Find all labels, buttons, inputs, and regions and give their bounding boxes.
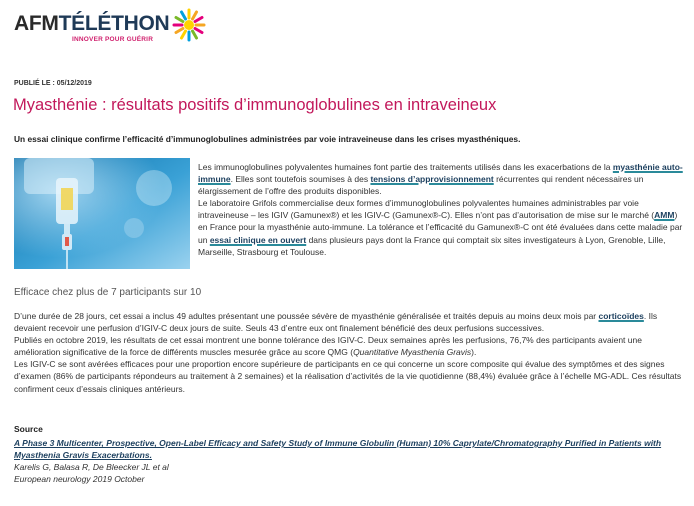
intro-p2-text-b: ) en France pour la myasthénie auto-immune. La tolérance et l’efficacité du Gamunex®-C ont été évaluées dans cette maladie par un [198, 210, 683, 245]
intro-p2-text-a: Le laboratoire Grifols commercialise deux formes d’immunoglobulines polyvalentes humaines administrables par voie intraveineuse – les IGIV (Gamunex®) et les IGIV-C (Gamunex®-C). Elles n’ont pas d’autorisation de mise sur le marché ( [198, 198, 655, 221]
link-tensions-approvisionnement[interactable]: tensions d’approvisionnement [370, 174, 494, 185]
intro-paragraph-1 [198, 161, 683, 197]
logo-tagline: INNOVER POUR GUÉRIR [72, 36, 154, 43]
intro-p1-text-b: . Elles sont toutefois soumises à des [230, 174, 371, 185]
body-p2-text-b: ). [471, 347, 477, 358]
source-label: Source [14, 424, 43, 434]
logo-brand-afm: AFM [14, 12, 59, 35]
sun-ray [176, 29, 183, 33]
intro-p2-text-c: dans plusieurs pays dont la France qui comptait six sites investigateurs à Lyon, Grenoble, Lille, Marseille, Strasbourg et Toulouse. [198, 234, 666, 257]
article-body [14, 310, 684, 395]
sun-ray [193, 12, 197, 19]
link-corticoides[interactable]: corticoïdes [598, 311, 644, 321]
sun-ray [195, 18, 202, 22]
body-paragraph-3: Les IGIV-C se sont avérées efficaces pour une proportion encore supérieure de participants en ce qui concerne un score composite qui évalue des symptômes et des signes d’examen (86% de participants répondeurs au traitement à 2 semaines) et la réalisation d’activités de la vie quotidienne (88,4%) évaluée grâce à l’échelle MG-ADL. Ces résultats confirment ceux d’essais cliniques antérieurs. [14, 359, 682, 394]
sun-ray [195, 29, 202, 33]
body-p2-text-a: Publiés en octobre 2019, les résultats de cet essai montrent une bonne tolérance des IGIV-C. Deux semaines après les perfusions, 76,7% des participants avaient une amélioration significative de la force de différents muscles mesurée grâce au score QMG ( [14, 335, 642, 358]
body-p1-text-b: . Ils devaient recevoir une perfusion d’IGIV-C deux jours de suite. Seuls 43 d’entre eux ont finalement bénéficié des deux perfusions successives. [14, 311, 658, 334]
sun-icon [172, 8, 206, 42]
source-authors: Karelis G, Balasa R, De Bleecker JL et al [14, 462, 169, 472]
article-lead: Un essai clinique confirme l’efficacité d’immunoglobulines administrées par voie intraveineuse dans les crises myasthéniques. [14, 134, 521, 144]
afm-telethon-logo[interactable] [14, 6, 204, 48]
section-heading: Efficace chez plus de 7 participants sur 10 [14, 287, 202, 298]
article-title: Myasthénie : résultats positifs d’immunoglobulines en intraveineux [13, 96, 497, 114]
logo-wordmark [14, 12, 169, 36]
iv-drip-photo [14, 158, 190, 269]
body-p1-text-a: D’une durée de 28 jours, cet essai a inclus 49 adultes présentant une poussée sévère de myasthénie généralisée et traités depuis au moins deux mois par [14, 311, 599, 321]
sun-ray [182, 12, 186, 19]
sun-ray [193, 31, 197, 38]
sun-ray [176, 18, 183, 22]
link-myasthenie-auto-immune[interactable]: myasthénie auto-immune [198, 162, 683, 185]
logo-brand-telethon: TÉLÉTHON [58, 12, 170, 35]
sun-ray [182, 31, 186, 38]
link-essai-clinique-ouvert[interactable]: essai clinique en ouvert [209, 234, 307, 245]
link-amm[interactable]: AMM [654, 210, 675, 221]
intro-paragraph-2 [198, 197, 683, 257]
body-p2-italic: Quantitative Myasthenia Gravis [353, 347, 472, 358]
body-paragraph-2 [14, 334, 684, 358]
source-link[interactable]: A Phase 3 Multicenter, Prospective, Open-Label Efficacy and Safety Study of Immune Globulin (Human) 10% Caprylate/Chromatography Purified in Patients with Myasthenia Gravis Exacerbations. [14, 438, 662, 460]
publish-date: PUBLIÉ LE : 05/12/2019 [14, 80, 92, 87]
body-paragraph-1 [14, 310, 684, 334]
intro-p1-text-c: récurrentes qui rendent nécessaires un élargissement de l’offre des produits disponibles. [198, 174, 644, 197]
source-journal: European neurology 2019 October [14, 474, 145, 484]
intro-text [198, 161, 683, 258]
intro-p1-text-a: Les immunoglobulines polyvalentes humaines font partie des traitements utilisés dans les exacerbations de la [198, 162, 613, 172]
